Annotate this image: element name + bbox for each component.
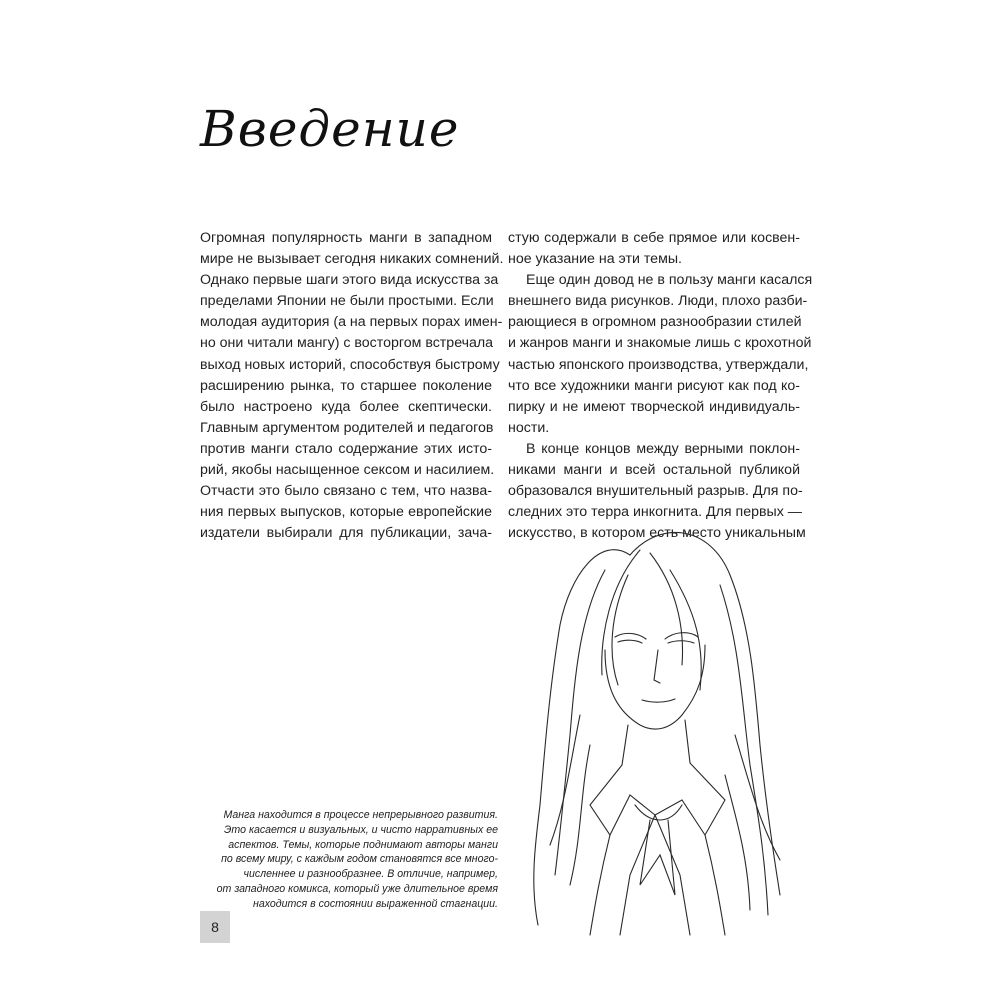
text-line: молодая аудитория (а на первых порах имен- [200, 314, 503, 331]
text-line: мире не вызывает сегодня никаких сомнений. [200, 251, 504, 268]
text-line: стую содержали в себе прямое или косвен- [508, 230, 800, 246]
paragraph [508, 270, 813, 439]
text-column-right [508, 228, 813, 544]
text-line: Огромная популярность манги в западном [200, 230, 492, 246]
text-line: никами манги и всей остальной публикой [508, 462, 800, 479]
text-line: Однако первые шаги этого вида искусства за [200, 272, 499, 289]
caption-line: Манга находится в процессе непрерывного развития. [223, 809, 498, 821]
image-caption [200, 808, 498, 912]
text-line: но они читали мангу) с восторгом встречала [200, 335, 494, 352]
text-line: пирку и не имеют творческой индивидуаль- [508, 398, 800, 415]
manga-character-icon [510, 515, 810, 945]
caption-line: по всему миру, с каждым годом становятся все много- [221, 853, 498, 866]
paragraph [508, 228, 800, 270]
text-line: следних это терра инкогнита. Для первых — [508, 504, 802, 521]
text-line: Отчасти это было связано с тем, что назва- [200, 483, 492, 500]
caption-line: Это касается и визуальных, и чисто нарративных ее [224, 823, 498, 836]
text-line: пределами Японии не были простыми. Если [200, 293, 494, 310]
text-line: Главным аргументом родителей и педагогов [200, 419, 494, 436]
text-line: рий, якобы насыщенное сексом и насилием. [200, 462, 495, 479]
caption-line: численнее и разнообразнее. В отличие, например, [243, 868, 498, 881]
text-line: расширению рынка, то старшее поколение [200, 377, 492, 394]
caption-line: находится в состоянии выраженной стагнации. [253, 897, 498, 910]
paragraph [200, 228, 504, 544]
caption-line: от западного комикса, который уже длительное время [216, 882, 498, 895]
text-line: против манги стало содержание этих исто- [200, 440, 492, 457]
text-line: издатели выбирали для публикации, зача- [200, 525, 492, 542]
text-line: частью японского производства, утверждали, [508, 356, 809, 373]
text-line: было настроено куда более скептически. [200, 398, 492, 415]
text-column-left [200, 228, 504, 544]
text-line: ности. [508, 419, 550, 436]
text-line: ния первых выпусков, которые европейские [200, 504, 492, 521]
text-line: ное указание на эти темы. [508, 251, 682, 268]
text-line: искусство, в котором есть место уникальным [508, 525, 806, 542]
text-line: рающиеся в огромном разнообразии стилей [508, 314, 802, 331]
page-title: Введение [200, 100, 460, 158]
text-line: и жанров манги и знакомые лишь с крохотной [508, 335, 812, 352]
text-line: выход новых историй, способствуя быстрому [200, 356, 500, 373]
text-line: что все художники манги рисуют как под ко- [508, 377, 800, 394]
text-line: Еще один довод не в пользу манги касался [526, 272, 813, 289]
caption-line: аспектов. Темы, которые поднимают авторы манги [228, 838, 498, 851]
text-line: внешнего вида рисунков. Люди, плохо разби- [508, 293, 808, 310]
text-line: образовался внушительный разрыв. Для по- [508, 483, 803, 500]
text-line: В конце концов между верными поклон- [526, 440, 800, 457]
page-number: 8 [200, 911, 230, 943]
